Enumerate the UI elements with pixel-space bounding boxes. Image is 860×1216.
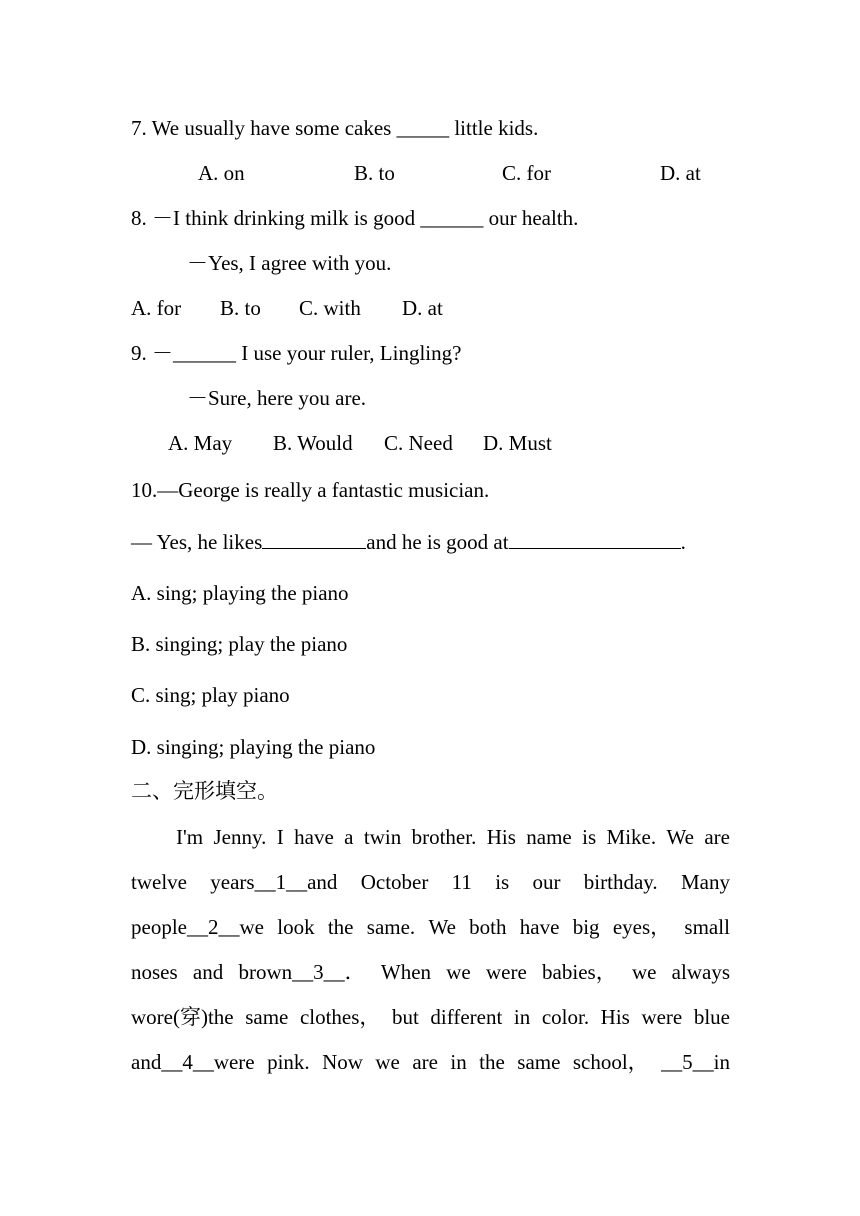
q10-reply-part1: — Yes, he likes <box>131 530 263 554</box>
passage-word: brother. <box>411 825 477 849</box>
section-heading: 二、完形填空。 <box>131 779 278 803</box>
passage-word: we <box>446 960 471 984</box>
passage-word: We <box>666 825 694 849</box>
passage-word: wore(穿)the <box>131 1005 234 1029</box>
passage-word: our <box>532 870 561 894</box>
passage-word: are <box>412 1050 438 1074</box>
passage-word: always <box>671 960 730 984</box>
q7-option-c: C. for <box>502 161 551 185</box>
q9-option-b: B. Would <box>273 431 353 455</box>
passage-word: we <box>631 960 657 984</box>
passage-word: Many <box>680 870 730 894</box>
q9-option-d: D. Must <box>483 431 552 455</box>
passage-line <box>131 962 730 983</box>
passage-word: twelve <box>131 870 187 894</box>
passage-word: I <box>276 825 284 849</box>
q10-option-c: C. sing; play piano <box>131 683 290 707</box>
passage-word: eyes， <box>612 915 672 939</box>
q7-stem: 7. We usually have some cakes _____ little kids. <box>131 116 539 140</box>
passage-word: in <box>513 1005 531 1029</box>
passage-word: Jenny. <box>213 825 267 849</box>
q8-option-c: C. with <box>299 296 361 320</box>
q10-blank-2 <box>509 530 681 549</box>
passage-word: both <box>469 915 507 939</box>
q8-option-d: D. at <box>402 296 443 320</box>
q7-option-b: B. to <box>354 161 395 185</box>
q8-reply: －Yes, I agree with you. <box>187 251 392 275</box>
q10-option-d: D. singing; playing the piano <box>131 735 376 759</box>
passage-word: pink. <box>267 1050 310 1074</box>
q8-stem: 8. －I think drinking milk is good ______ our health. <box>131 206 579 230</box>
q7-option-d: D. at <box>660 161 701 185</box>
q10-stem: 10.—George is really a fantastic musician. <box>131 478 490 502</box>
passage-word: is <box>582 825 597 849</box>
q9-option-c: C. Need <box>384 431 453 455</box>
q10-blank-1 <box>262 530 366 549</box>
passage-word: twin <box>363 825 402 849</box>
passage-word: the <box>327 915 354 939</box>
passage-line <box>131 1007 730 1028</box>
passage-word: color. <box>541 1005 590 1029</box>
passage-word: we <box>375 1050 400 1074</box>
passage-word: same <box>245 1005 289 1029</box>
q9-option-a: A. May <box>168 431 233 455</box>
passage-word: is <box>495 870 510 894</box>
q10-option-a: A. sing; playing the piano <box>131 581 349 605</box>
passage-word: are <box>704 825 730 849</box>
passage-word: years__1__and <box>210 870 338 894</box>
passage-line <box>131 872 730 893</box>
passage-word: Mike. <box>606 825 657 849</box>
q10-reply <box>131 530 686 553</box>
passage-line <box>176 827 730 848</box>
passage-word: same. <box>366 915 416 939</box>
passage-word: big <box>572 915 600 939</box>
passage-word: different <box>430 1005 503 1029</box>
q10-reply-part2: and he is good at <box>366 530 509 554</box>
passage-line <box>131 1052 730 1073</box>
passage-word: in <box>450 1050 467 1074</box>
q7-option-a: A. on <box>198 161 245 185</box>
passage-word: the <box>479 1050 505 1074</box>
passage-word: were <box>486 960 527 984</box>
passage-word: have <box>519 915 560 939</box>
passage-word: and <box>192 960 224 984</box>
passage-word: Now <box>322 1050 363 1074</box>
passage-word: clothes， <box>299 1005 381 1029</box>
q10-option-b: B. singing; play the piano <box>131 632 348 656</box>
passage-word: babies， <box>542 960 617 984</box>
passage-word: same <box>517 1050 561 1074</box>
q9-reply: －Sure, here you are. <box>187 386 367 410</box>
q9-stem: 9. －______ I use your ruler, Lingling? <box>131 341 462 365</box>
passage-word: When <box>380 960 432 984</box>
passage-word: We <box>428 915 456 939</box>
q8-option-b: B. to <box>220 296 261 320</box>
passage-word: noses <box>131 960 178 984</box>
passage-word: I'm <box>176 825 204 849</box>
passage-word: and__4__were <box>131 1050 255 1074</box>
passage-word: 11 <box>451 870 472 894</box>
passage-word: name <box>526 825 572 849</box>
passage-word: blue <box>693 1005 730 1029</box>
passage-word: a <box>344 825 354 849</box>
passage-word: school， <box>572 1050 649 1074</box>
passage-word: have <box>294 825 334 849</box>
passage-word: were <box>641 1005 683 1029</box>
passage-line <box>131 917 730 938</box>
passage-word: birthday. <box>583 870 658 894</box>
passage-word: October <box>360 870 429 894</box>
q8-option-a: A. for <box>131 296 182 320</box>
passage-word: people__2__we <box>131 915 264 939</box>
q10-reply-part3: . <box>680 530 686 554</box>
passage-word: look <box>277 915 315 939</box>
passage-word: small <box>684 915 730 939</box>
passage-word: __5__in <box>661 1050 730 1074</box>
passage-word: His <box>486 825 516 849</box>
passage-word: brown__3__． <box>238 960 366 984</box>
passage-word: His <box>600 1005 630 1029</box>
passage-word: but <box>392 1005 419 1029</box>
